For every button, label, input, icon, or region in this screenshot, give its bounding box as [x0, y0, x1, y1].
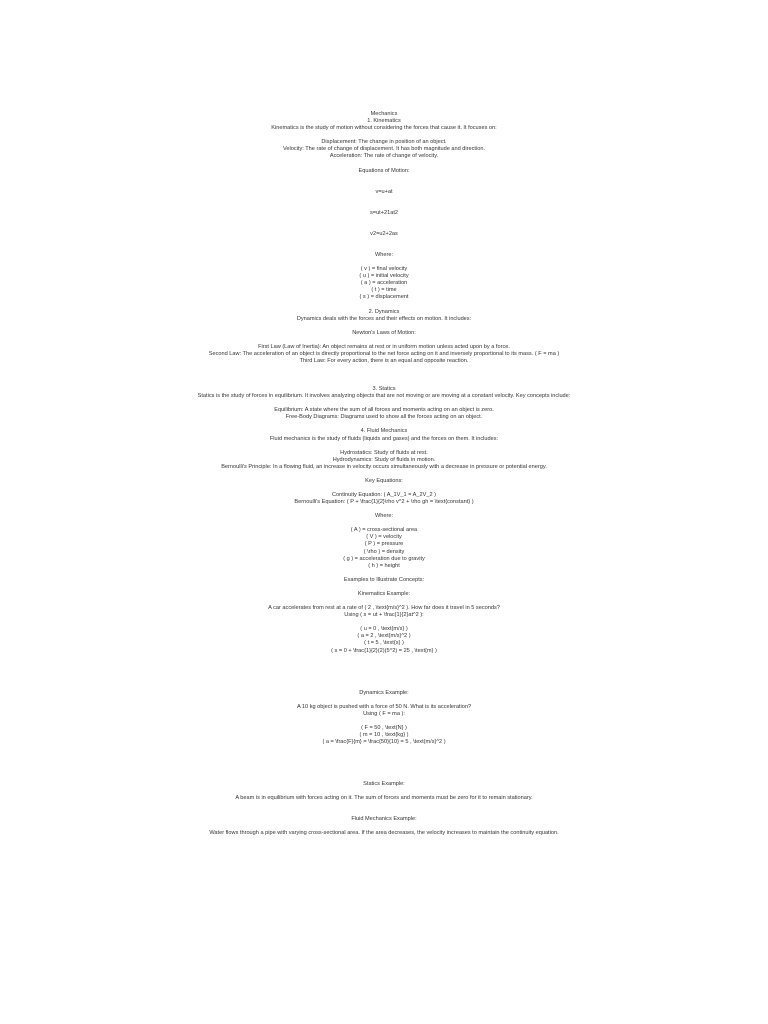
second-law: Second Law: The acceleration of an object is directly proportional to the net force acting on it and inversely proportional to its mass. ( F = ma ) [208, 350, 560, 357]
document-title: Mechanics [370, 111, 398, 117]
fluid-intro: Fluid mechanics is the study of fluids (liquids and gases) and the forces on them. It includes: [269, 435, 499, 442]
third-law: Third Law: For every action, there is an equal and opposite reaction. [299, 357, 469, 364]
statics-example-text: A beam is in equilibrium with forces acting on it. The sum of forces and moments must be zero for it to remain stationary. [235, 795, 533, 802]
statics-example-heading: Statics Example: [363, 781, 405, 788]
variable-gravity: ( g ) = acceleration due to gravity [343, 555, 425, 562]
variable-u: ( u ) = initial velocity [359, 273, 409, 280]
kinematics-example-using: Using ( s = ut + \frac{1}{2}at^2 ): [344, 612, 424, 619]
dynamics-step-m: ( m = 10 , \text{kg} ) [359, 731, 409, 738]
fluid-example-text: Water flows through a pipe with varying cross-sectional area. If the area decreases, the velocity increases to maintain the continuity equation. [209, 830, 559, 837]
fluid-example-heading: Fluid Mechanics Example: [351, 816, 417, 823]
variable-pressure: ( P ) = pressure [364, 541, 404, 548]
where-label: Where: [374, 251, 394, 258]
statics-heading: 3. Statics [372, 386, 396, 393]
variable-t: ( t ) = time [371, 287, 397, 294]
variable-area: ( A ) = cross-sectional area [350, 527, 418, 534]
examples-heading: Examples to Illustrate Concepts: [343, 576, 425, 583]
dynamics-example-using: Using ( F = ma ): [363, 710, 405, 717]
equilibrium-item: Equilibrium: A state where the sum of all forces and moments acting on an object is zero. [274, 407, 494, 414]
equation-2: s=ut+21at2 [370, 209, 398, 216]
dynamics-example-heading: Dynamics Example: [359, 689, 409, 696]
kinematics-step-u: ( u = 0 , \text{m/s} ) [360, 626, 408, 633]
equation-3: v2=u2+2as [370, 230, 398, 237]
bernoulli-principle-item: Bernoulli's Principle: In a flowing fluid, an increase in velocity occurs simultaneously with a decrease in pressure or potential energy. [221, 463, 547, 470]
variable-v: ( v ) = final velocity [360, 266, 408, 273]
equations-heading: Equations of Motion: [358, 167, 410, 174]
statics-intro: Statics is the study of forces in equilibrium. It involves analyzing objects that are not moving or are moving at a constant velocity. Key concepts include: [197, 393, 571, 400]
fluid-where-label: Where: [374, 513, 394, 520]
dynamics-step-f: ( F = 50 , \text{N} ) [361, 724, 407, 731]
acceleration-item: Acceleration: The rate of change of velocity. [329, 153, 439, 160]
kinematics-example-problem: A car accelerates from rest at a rate of ( 2 , \text{m/s}^2 ). How far does it travel in 5 seconds? [268, 605, 500, 612]
variable-height: ( h ) = height [368, 562, 400, 569]
dynamics-heading: 2. Dynamics [368, 308, 400, 315]
equation-1: v=u+at [375, 188, 393, 195]
kinematics-step-t: ( t = 5 , \text{s} ) [364, 640, 404, 647]
first-law: First Law (Law of Inertia): An object remains at rest or in uniform motion unless acted upon by a force. [258, 343, 510, 350]
bernoulli-equation: Bernoulli's Equation: ( P + \frac{1}{2}\rho v^2 + \rho gh = \text{constant} ) [294, 499, 474, 506]
free-body-item: Free-Body Diagrams: Diagrams used to show all the forces acting on an object. [285, 414, 483, 421]
kinematics-example-heading: Kinematics Example: [357, 590, 411, 597]
dynamics-intro: Dynamics deals with the forces and their effects on motion. It includes: [296, 315, 472, 322]
dynamics-example-problem: A 10 kg object is pushed with a force of 50 N. What is its acceleration? [296, 703, 472, 710]
continuity-equation: Continuity Equation: ( A_1V_1 = A_2V_2 ) [331, 492, 437, 498]
kinematics-heading: 1. Kinematics [367, 118, 401, 125]
document-body [195, 111, 573, 838]
key-equations-heading: Key Equations: [365, 477, 403, 484]
kinematics-step-a: ( a = 2 , \text{m/s}^2 ) [357, 633, 411, 640]
variable-s: ( s ) = displacement [359, 294, 409, 301]
newton-laws-heading: Newton's Laws of Motion: [352, 329, 416, 336]
hydrodynamics-item: Hydrodynamics: Study of fluids in motion. [332, 456, 436, 463]
variable-a: ( a ) = acceleration [360, 280, 408, 287]
variable-velocity: ( V ) = velocity [366, 534, 402, 541]
variable-density: ( \rho ) = density [363, 548, 405, 555]
kinematics-step-s: ( s = 0 + \frac{1}{2}(2)(5^2) = 25 , \text{m} ) [331, 647, 437, 654]
dynamics-step-a: ( a = \frac{F}{m} = \frac{50}{10} = 5 , \text{m/s}^2 ) [322, 739, 446, 746]
displacement-item: Displacement: The change in position of an object. [321, 139, 447, 146]
fluid-heading: 4. Fluid Mechanics [360, 428, 408, 435]
velocity-item: Velocity: The rate of change of displacement. It has both magnitude and direction. [282, 146, 486, 153]
hydrostatics-item: Hydrostatics: Study of fluids at rest. [340, 449, 428, 456]
kinematics-intro: Kinematics is the study of motion without considering the forces that cause it. It focuses on: [271, 125, 497, 132]
